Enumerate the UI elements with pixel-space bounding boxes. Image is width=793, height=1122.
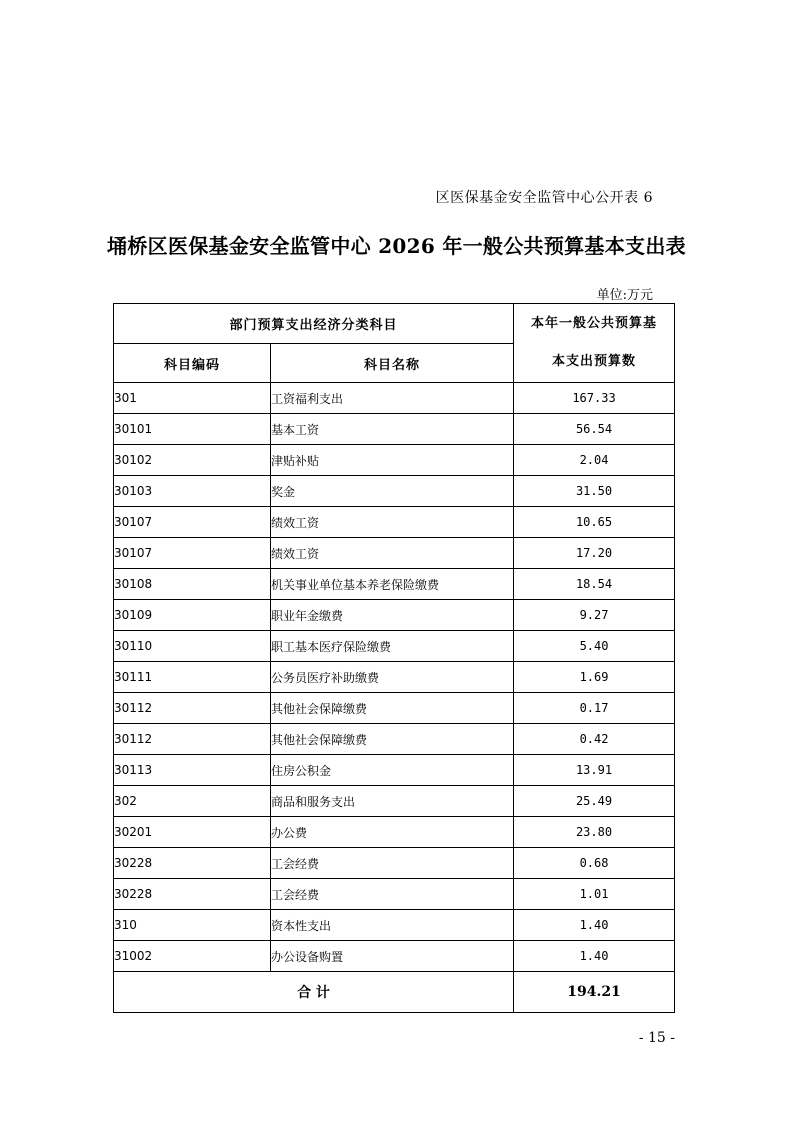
- name-cell: 公务员医疗补助缴费: [271, 662, 514, 693]
- table-row: [114, 879, 675, 910]
- table-row: [114, 476, 675, 507]
- table-row: [114, 662, 675, 693]
- amount-cell: 1.01: [514, 879, 675, 910]
- amount-cell: 25.49: [514, 786, 675, 817]
- page-title: 埇桥区医保基金安全监管中心 2026 年一般公共预算基本支出表: [107, 234, 686, 258]
- budget-table: [113, 303, 675, 1013]
- amount-cell: 0.42: [514, 724, 675, 755]
- amount-cell: 0.68: [514, 848, 675, 879]
- code-cell: 30110: [114, 631, 271, 662]
- table-row: [114, 569, 675, 600]
- code-cell: 31002: [114, 941, 271, 972]
- table-row: [114, 383, 675, 414]
- code-cell: 302: [114, 786, 271, 817]
- table-row: [114, 631, 675, 662]
- amount-cell: 167.33: [514, 383, 675, 414]
- amount-cell: 13.91: [514, 755, 675, 786]
- amount-cell: 18.54: [514, 569, 675, 600]
- amount-cell: 56.54: [514, 414, 675, 445]
- code-cell: 30112: [114, 724, 271, 755]
- name-cell: 工资福利支出: [271, 383, 514, 414]
- amount-cell: 23.80: [514, 817, 675, 848]
- amount-cell: 1.40: [514, 941, 675, 972]
- name-cell: 工会经费: [271, 879, 514, 910]
- table-row: [114, 507, 675, 538]
- code-cell: 30201: [114, 817, 271, 848]
- code-cell: 301: [114, 383, 271, 414]
- name-cell: 绩效工资: [271, 507, 514, 538]
- name-column-header: 科目名称: [271, 344, 514, 383]
- table-row: [114, 755, 675, 786]
- amount-cell: 2.04: [514, 445, 675, 476]
- amount-cell: 10.65: [514, 507, 675, 538]
- table-row: [114, 910, 675, 941]
- table-row: [114, 786, 675, 817]
- table-row: [114, 848, 675, 879]
- code-column-header: 科目编码: [114, 344, 271, 383]
- name-cell: 其他社会保障缴费: [271, 693, 514, 724]
- amount-cell: 0.17: [514, 693, 675, 724]
- total-label: 合 计: [114, 972, 514, 1013]
- name-cell: 机关事业单位基本养老保险缴费: [271, 569, 514, 600]
- name-cell: 津贴补贴: [271, 445, 514, 476]
- code-cell: 30107: [114, 507, 271, 538]
- table-row: [114, 445, 675, 476]
- amount-cell: 1.40: [514, 910, 675, 941]
- name-cell: 办公费: [271, 817, 514, 848]
- name-cell: 资本性支出: [271, 910, 514, 941]
- total-amount: 194.21: [514, 972, 675, 1013]
- table-row: [114, 414, 675, 445]
- amount-header-line2: 本支出预算数: [552, 354, 637, 369]
- code-cell: 30108: [114, 569, 271, 600]
- name-cell: 办公设备购置: [271, 941, 514, 972]
- name-cell: 基本工资: [271, 414, 514, 445]
- table-row: [114, 693, 675, 724]
- name-cell: 商品和服务支出: [271, 786, 514, 817]
- name-cell: 职业年金缴费: [271, 600, 514, 631]
- table-row: [114, 724, 675, 755]
- amount-header-line1: 本年一般公共预算基: [531, 316, 658, 331]
- code-cell: 30109: [114, 600, 271, 631]
- name-cell: 其他社会保障缴费: [271, 724, 514, 755]
- code-cell: 30102: [114, 445, 271, 476]
- code-cell: 30107: [114, 538, 271, 569]
- amount-cell: 17.20: [514, 538, 675, 569]
- amount-cell: 9.27: [514, 600, 675, 631]
- name-cell: 职工基本医疗保险缴费: [271, 631, 514, 662]
- table-body: [114, 383, 675, 972]
- page-label: 区医保基金安全监管中心公开表 6: [435, 190, 653, 206]
- amount-cell: 1.69: [514, 662, 675, 693]
- code-cell: 310: [114, 910, 271, 941]
- amount-header: [514, 304, 675, 383]
- name-cell: 工会经费: [271, 848, 514, 879]
- page-number: - 15 -: [638, 1030, 675, 1046]
- total-row: [114, 972, 675, 1013]
- unit-label: 单位:万元: [596, 288, 653, 303]
- table-row: [114, 817, 675, 848]
- table-row: [114, 600, 675, 631]
- code-cell: 30103: [114, 476, 271, 507]
- code-cell: 30112: [114, 693, 271, 724]
- code-cell: 30111: [114, 662, 271, 693]
- table-row: [114, 941, 675, 972]
- name-cell: 绩效工资: [271, 538, 514, 569]
- amount-cell: 31.50: [514, 476, 675, 507]
- code-cell: 30113: [114, 755, 271, 786]
- code-cell: 30228: [114, 848, 271, 879]
- group-header: 部门预算支出经济分类科目: [114, 304, 514, 344]
- code-cell: 30228: [114, 879, 271, 910]
- name-cell: 奖金: [271, 476, 514, 507]
- amount-cell: 5.40: [514, 631, 675, 662]
- name-cell: 住房公积金: [271, 755, 514, 786]
- code-cell: 30101: [114, 414, 271, 445]
- table-row: [114, 538, 675, 569]
